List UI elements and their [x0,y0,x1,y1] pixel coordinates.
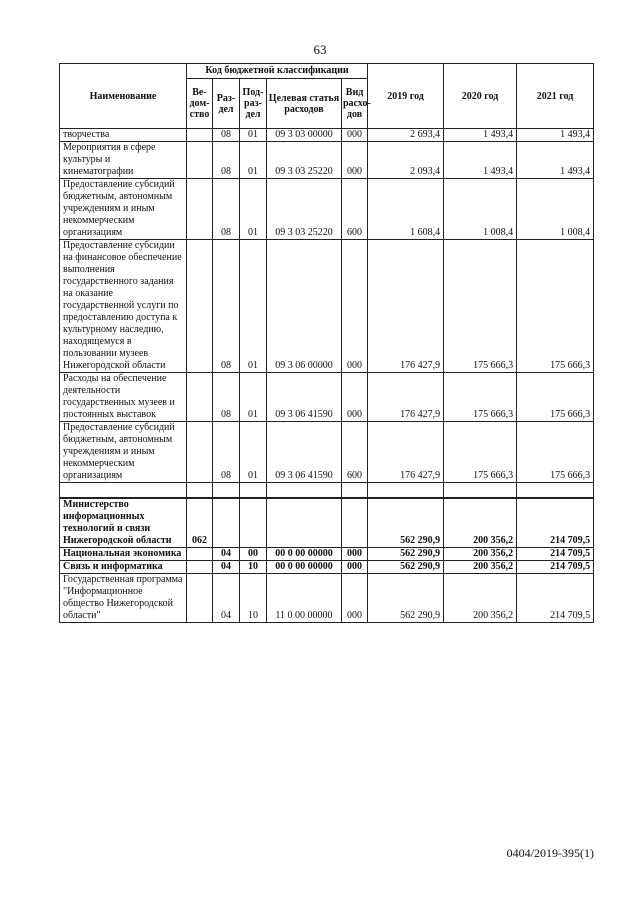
row-2021: 1 008,4 [517,179,594,240]
row-podrazdel: 10 [240,561,267,574]
row-name: Министерство информационных технологий и связи Нижегородской области [60,498,187,548]
header-2021: 2021 год [517,64,594,129]
row-name: Предоставление субсидий бюджетным, автономным учреждениям и иным некоммерческим организациям [60,179,187,240]
row-name: Мероприятия в сфере культуры и кинематографии [60,142,187,179]
header-2020: 2020 год [444,64,517,129]
budget-table [59,63,594,623]
spacer-cell [342,483,368,499]
row-2019: 562 290,9 [368,561,444,574]
row-2020: 200 356,2 [444,498,517,548]
row-vid: 000 [342,561,368,574]
row-2020: 175 666,3 [444,422,517,483]
row-podrazdel: 01 [240,142,267,179]
row-2021: 175 666,3 [517,240,594,373]
row-2020: 1 008,4 [444,179,517,240]
row-target: 09 3 06 41590 [267,422,342,483]
row-2019: 176 427,9 [368,240,444,373]
row-2019: 2 093,4 [368,142,444,179]
row-vedomstvo [187,574,213,623]
row-2021: 175 666,3 [517,422,594,483]
row-target: 09 3 03 25220 [267,142,342,179]
row-vid: 600 [342,179,368,240]
row-name: Государственная программа "Информационное общество Нижегородской области" [60,574,187,623]
row-target: 09 3 03 00000 [267,129,342,142]
row-target [267,498,342,548]
row-target: 09 3 03 25220 [267,179,342,240]
spacer-cell [368,483,444,499]
table-row [60,240,594,373]
row-name: Связь и информатика [60,561,187,574]
row-target: 11 0 00 00000 [267,574,342,623]
row-vedomstvo [187,422,213,483]
spacer-row [60,483,594,499]
row-2020: 1 493,4 [444,129,517,142]
row-2021: 214 709,5 [517,498,594,548]
row-name: Предоставление субсидии на финансовое обеспечение выполнения государственного задания на оказание государственной услуги по предоставлению доступа к культурному наследию, находящемуся в пользовании музеев Нижегородской области [60,240,187,373]
row-2019: 562 290,9 [368,498,444,548]
row-razdel: 04 [213,548,240,561]
row-2020: 200 356,2 [444,574,517,623]
row-2019: 2 693,4 [368,129,444,142]
row-2021: 1 493,4 [517,129,594,142]
row-2019: 562 290,9 [368,548,444,561]
header-vid: Вид расхо-дов [342,79,368,129]
row-2019: 562 290,9 [368,574,444,623]
spacer-cell [213,483,240,499]
table-header [60,64,594,129]
table-body [60,129,594,623]
table-row [60,422,594,483]
row-vedomstvo [187,561,213,574]
row-2021: 175 666,3 [517,373,594,422]
row-razdel: 08 [213,240,240,373]
header-name: Наименование [60,64,187,129]
row-razdel: 08 [213,373,240,422]
row-vedomstvo [187,142,213,179]
table-row [60,574,594,623]
row-target: 00 0 00 00000 [267,548,342,561]
spacer-cell [60,483,187,499]
row-2020: 200 356,2 [444,561,517,574]
row-razdel [213,498,240,548]
row-vid: 000 [342,129,368,142]
header-vedomstvo: Ве-дом-ство [187,79,213,129]
table-row [60,142,594,179]
row-vedomstvo [187,240,213,373]
spacer-cell [444,483,517,499]
row-vid: 000 [342,373,368,422]
row-razdel: 08 [213,422,240,483]
row-vid: 000 [342,142,368,179]
spacer-cell [240,483,267,499]
row-podrazdel: 01 [240,179,267,240]
row-name: Предоставление субсидий бюджетным, автономным учреждениям и иным некоммерческим организациям [60,422,187,483]
row-2020: 200 356,2 [444,548,517,561]
row-2020: 175 666,3 [444,240,517,373]
page-number: 63 [313,42,327,57]
spacer-cell [187,483,213,499]
row-vid [342,498,368,548]
header-code-group: Код бюджетной классификации [187,64,368,79]
row-name: творчества [60,129,187,142]
table-row [60,373,594,422]
spacer-cell [267,483,342,499]
row-vedomstvo [187,179,213,240]
row-podrazdel: 00 [240,548,267,561]
row-2021: 1 493,4 [517,142,594,179]
row-razdel: 04 [213,561,240,574]
table-row [60,561,594,574]
header-2019: 2019 год [368,64,444,129]
table-row [60,179,594,240]
row-vid: 000 [342,548,368,561]
row-podrazdel: 01 [240,240,267,373]
spacer-cell [517,483,594,499]
row-podrazdel: 01 [240,129,267,142]
row-razdel: 08 [213,142,240,179]
row-2020: 175 666,3 [444,373,517,422]
row-podrazdel [240,498,267,548]
row-vedomstvo [187,548,213,561]
row-vid: 000 [342,574,368,623]
row-target: 09 3 06 00000 [267,240,342,373]
row-2021: 214 709,5 [517,548,594,561]
row-name: Расходы на обеспечение деятельности государственных музеев и постоянных выставок [60,373,187,422]
row-2020: 1 493,4 [444,142,517,179]
header-razdel: Раз-дел [213,79,240,129]
row-podrazdel: 01 [240,422,267,483]
row-vedomstvo [187,129,213,142]
row-2019: 176 427,9 [368,422,444,483]
row-razdel: 08 [213,129,240,142]
document-code: 0404/2019-395(1) [506,846,594,860]
header-target: Целевая статья расходов [267,79,342,129]
table-row [60,129,594,142]
row-target: 09 3 06 41590 [267,373,342,422]
table-row [60,498,594,548]
row-podrazdel: 10 [240,574,267,623]
row-name: Национальная экономика [60,548,187,561]
row-razdel: 08 [213,179,240,240]
row-2019: 176 427,9 [368,373,444,422]
row-vid: 600 [342,422,368,483]
row-vid: 000 [342,240,368,373]
header-podrazdel: Под-раз-дел [240,79,267,129]
row-podrazdel: 01 [240,373,267,422]
row-vedomstvo: 062 [187,498,213,548]
table-row [60,548,594,561]
row-2019: 1 608,4 [368,179,444,240]
row-2021: 214 709,5 [517,574,594,623]
row-vedomstvo [187,373,213,422]
row-target: 00 0 00 00000 [267,561,342,574]
row-2021: 214 709,5 [517,561,594,574]
row-razdel: 04 [213,574,240,623]
